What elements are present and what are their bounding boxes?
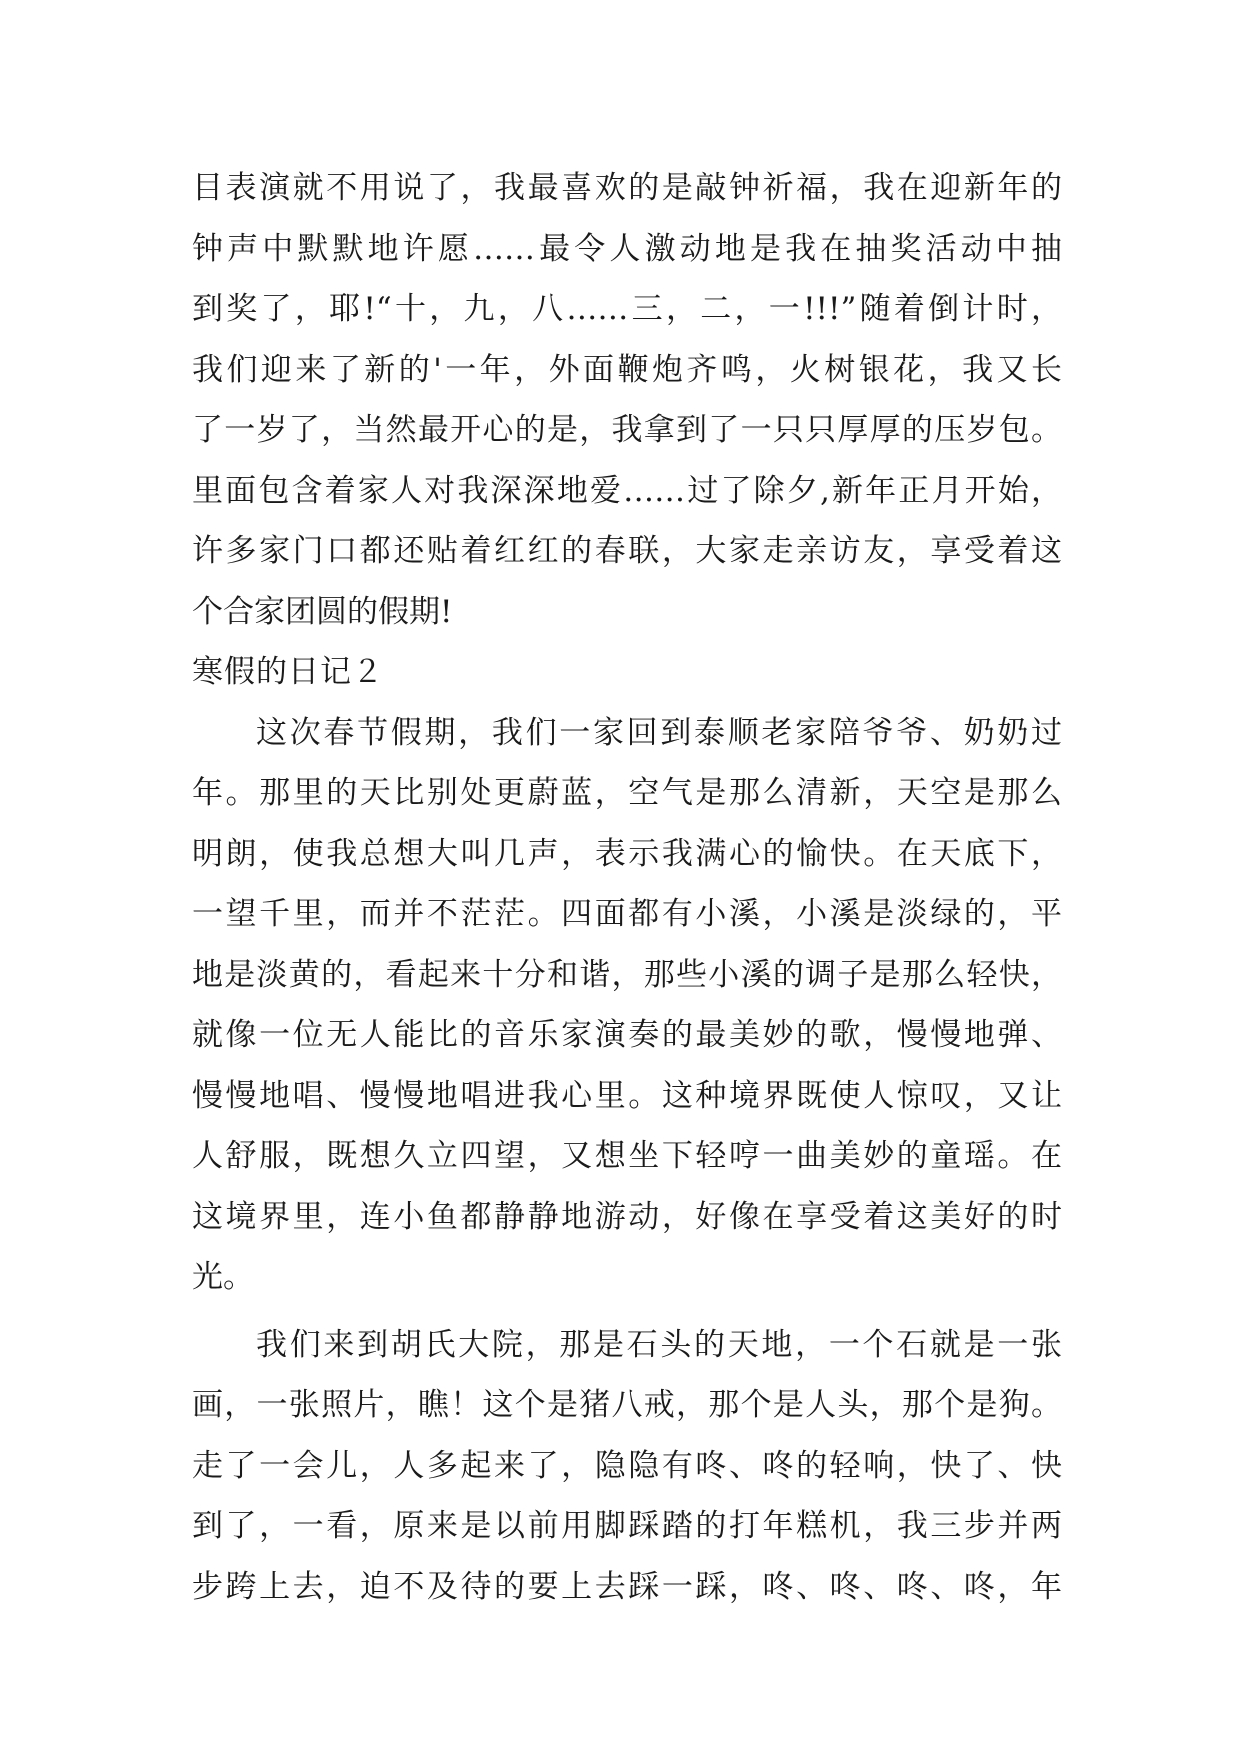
paragraph-1-line: 里面包含着家人对我深深地爱……过了除夕,新年正月开始，	[192, 472, 1062, 509]
paragraph-1-line: 个合家团圆的假期!	[192, 593, 453, 630]
paragraph-3-line: 画，一张照片，瞧！这个是猪八戒，那个是人头，那个是狗。	[192, 1387, 1062, 1423]
paragraph-1-line: 了一岁了，当然最开心的是，我拿到了一只只厚厚的压岁包。	[192, 412, 1062, 448]
paragraph-1-line: 目表演就不用说了，我最喜欢的是敲钟祈福，我在迎新年的	[192, 170, 1062, 206]
section-heading: 寒假的日记２	[192, 654, 384, 690]
paragraph-1-line: 许多家门口都还贴着红红的春联，大家走亲访友，享受着这	[192, 533, 1062, 569]
paragraph-3	[192, 1315, 1062, 1618]
paragraph-3-line: 步跨上去，迫不及待的要上去踩一踩，咚、咚、咚、咚，年	[192, 1568, 1062, 1605]
paragraph-spacer	[192, 1308, 1062, 1315]
paragraph-2-line: 就像一位无人能比的音乐家演奏的最美妙的歌，慢慢地弹、	[192, 1017, 1062, 1053]
paragraph-1	[192, 158, 1062, 642]
paragraph-2-line: 这次春节假期，我们一家回到泰顺老家陪爷爷、奶奶过	[256, 714, 1062, 751]
paragraph-1-line: 到奖了，耶!“十，九，八……三，二，一!!!”随着倒计时，	[192, 291, 1062, 327]
paragraph-2-line: 年。那里的天比别处更蔚蓝，空气是那么清新，天空是那么	[192, 775, 1062, 811]
paragraph-2	[192, 703, 1062, 1308]
paragraph-2-line: 一望千里，而并不茫茫。四面都有小溪，小溪是淡绿的，平	[192, 896, 1062, 932]
paragraph-2-line: 慢慢地唱、慢慢地唱进我心里。这种境界既使人惊叹，又让	[192, 1077, 1062, 1114]
paragraph-3-line: 我们来到胡氏大院，那是石头的天地，一个石就是一张	[256, 1326, 1062, 1363]
paragraph-3-line: 走了一会儿，人多起来了，隐隐有咚、咚的轻响，快了、快	[192, 1447, 1062, 1484]
document-body	[192, 158, 1062, 1617]
paragraph-1-line: 钟声中默默地许愿……最令人激动地是我在抽奖活动中抽	[192, 230, 1062, 267]
paragraph-2-line: 人舒服，既想久立四望，又想坐下轻哼一曲美妙的童瑶。在	[192, 1138, 1062, 1174]
paragraph-1-line: 我们迎来了新的'一年，外面鞭炮齐鸣，火树银花，我又长	[192, 351, 1062, 388]
paragraph-2-line: 明朗，使我总想大叫几声，表示我满心的愉快。在天底下，	[192, 835, 1062, 872]
paragraph-3-line: 到了，一看，原来是以前用脚踩踏的打年糕机，我三步并两	[192, 1508, 1062, 1544]
paragraph-2-line: 光。	[192, 1259, 254, 1295]
paragraph-2-line: 这境界里，连小鱼都静静地游动，好像在享受着这美好的时	[192, 1198, 1062, 1235]
paragraph-2-line: 地是淡黄的，看起来十分和谐，那些小溪的调子是那么轻快，	[192, 956, 1062, 993]
